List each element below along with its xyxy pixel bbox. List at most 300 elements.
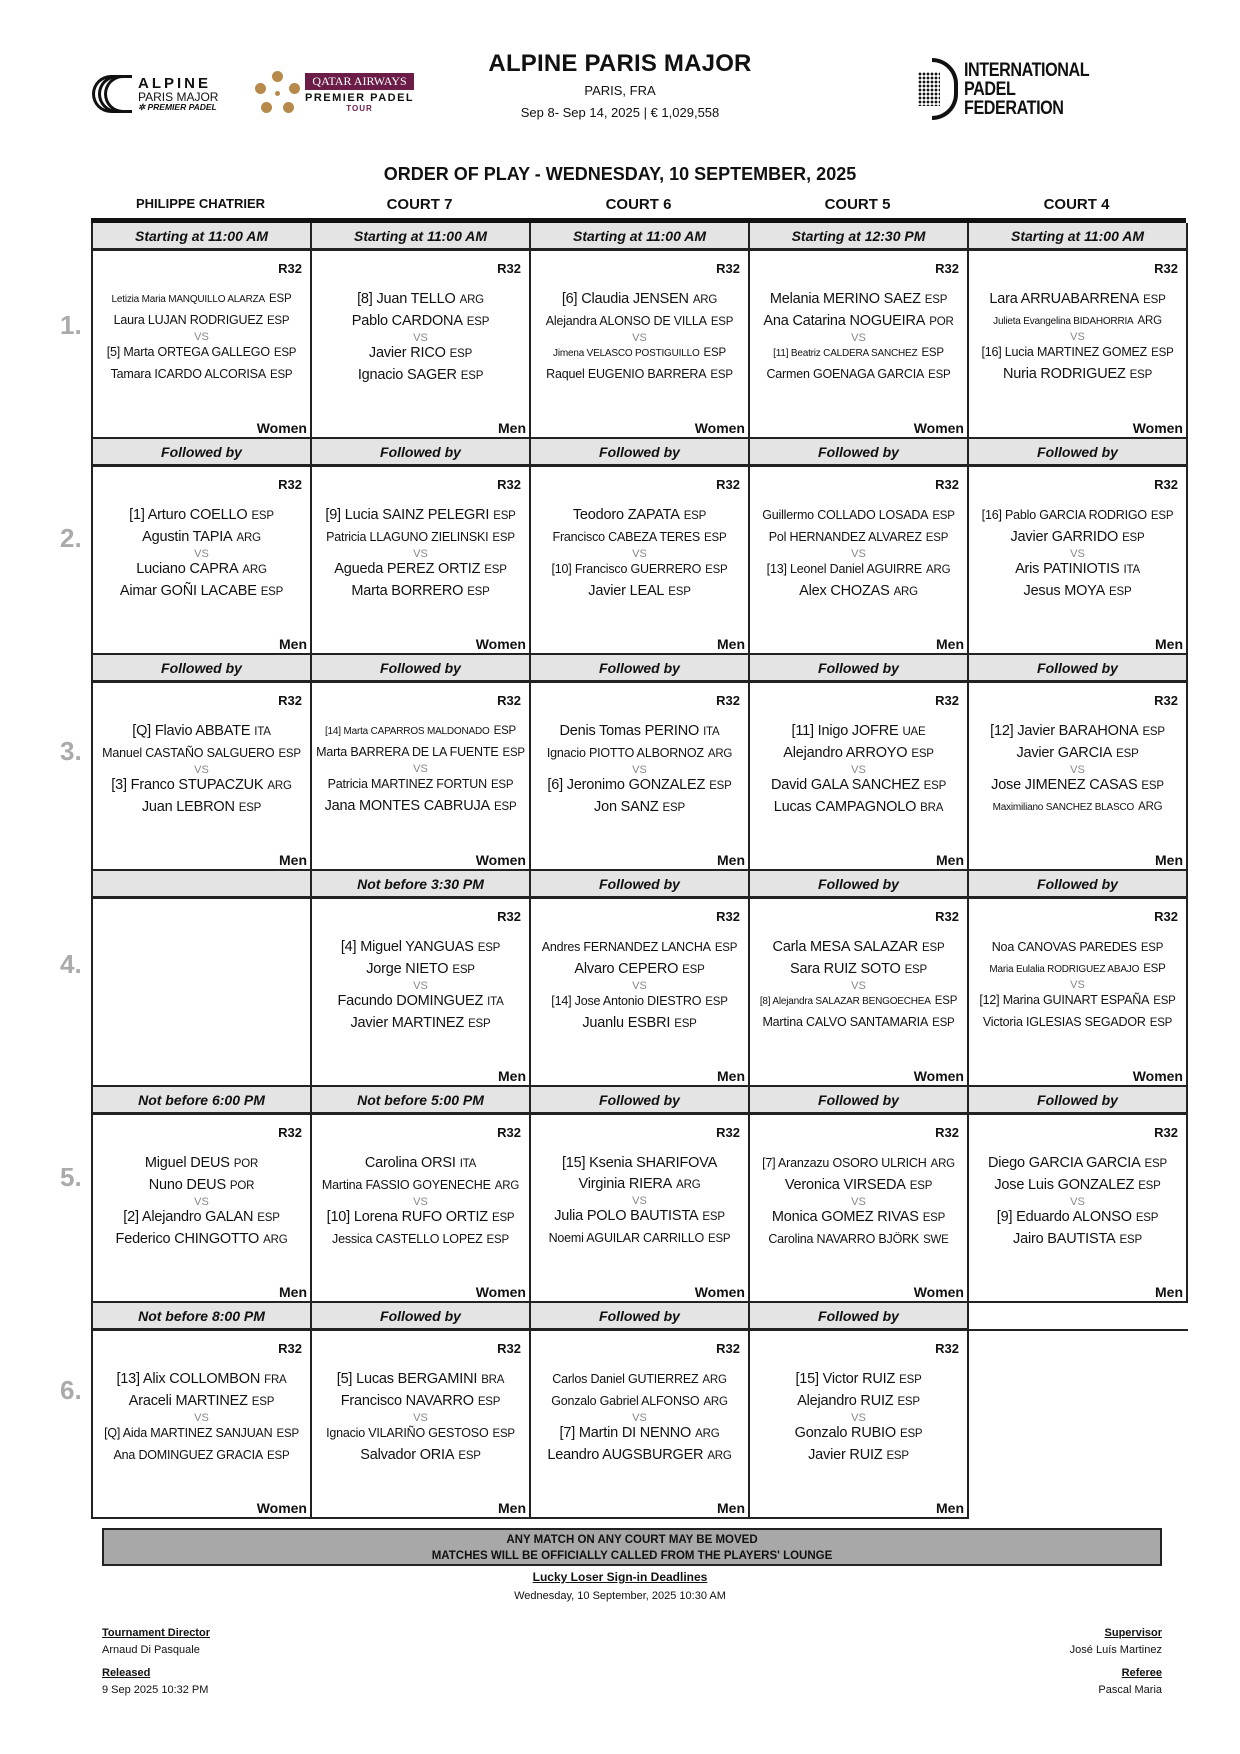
slot-row	[91, 223, 1186, 251]
player	[750, 1369, 967, 1391]
round-label: R32	[1154, 477, 1178, 492]
seed: [10]	[326, 1209, 350, 1225]
nationality: ESP	[1151, 347, 1174, 359]
time-slot-label: Followed by	[531, 655, 750, 683]
category-label: Men	[717, 1068, 745, 1084]
seed: [7]	[762, 1156, 776, 1170]
player	[531, 527, 748, 549]
match-order-number: 2.	[60, 523, 82, 553]
round-label: R32	[716, 693, 740, 708]
player	[750, 743, 967, 765]
player	[531, 1369, 748, 1391]
match-players	[312, 721, 529, 818]
player-name: Lucas BERGAMINI	[356, 1371, 478, 1387]
court-header: COURT 5	[824, 196, 891, 213]
round-label: R32	[716, 1125, 740, 1140]
player	[93, 310, 310, 332]
nationality: ARG	[702, 1374, 727, 1386]
player-name: Ana Catarina NOGUEIRA	[763, 313, 926, 329]
category-label: Women	[256, 1500, 307, 1516]
player	[750, 721, 967, 743]
player	[93, 1207, 310, 1229]
player-name: Jose JIMENEZ CASAS	[991, 777, 1138, 793]
nationality: ESP	[668, 586, 691, 598]
nationality: ESP	[1150, 510, 1174, 522]
match-card	[531, 683, 750, 871]
schedule-grid	[91, 196, 1186, 1519]
nationality: ESP	[1116, 748, 1139, 760]
nationality: ITA	[459, 1158, 477, 1170]
player-name: Flavio ABBATE	[154, 723, 251, 739]
match-card	[93, 1331, 312, 1519]
player	[531, 364, 748, 386]
nationality: ARG	[695, 1428, 720, 1440]
player-name: Lucia MARTINEZ GOMEZ	[1004, 345, 1148, 359]
match-players	[312, 289, 529, 387]
nationality: ARG	[263, 1234, 288, 1246]
player	[750, 797, 967, 819]
nationality: ESP	[486, 1234, 509, 1246]
player	[531, 1228, 748, 1250]
nationality: ARG	[242, 564, 267, 576]
nationality: ARG	[930, 1158, 955, 1170]
player-name: Aida MARTINEZ SANJUAN	[122, 1426, 273, 1440]
nationality: ESP	[1135, 1212, 1159, 1224]
vs-separator: VS	[851, 1196, 866, 1208]
player	[969, 505, 1186, 527]
player-name: Marina GUINART ESPAÑA	[1002, 993, 1150, 1007]
player-name: Andres FERNANDEZ LANCHA	[541, 940, 711, 954]
round-label: R32	[497, 909, 521, 924]
player	[312, 774, 529, 796]
nationality: ITA	[254, 726, 271, 738]
player	[969, 527, 1186, 549]
match-order-number: 1.	[60, 310, 82, 340]
match-card	[531, 899, 750, 1087]
nationality: ARG	[926, 564, 951, 576]
player-name: Lorena RUFO ORTIZ	[353, 1209, 488, 1225]
time-slot-label: Starting at 11:00 AM	[969, 223, 1188, 251]
ipf-logo: INTERNATIONAL PADEL FEDERATION	[910, 58, 1111, 120]
player-name: Miguel DEUS	[144, 1155, 230, 1171]
player	[531, 1423, 748, 1445]
time-slot-label: Followed by	[969, 655, 1188, 683]
nationality: ESP	[703, 347, 726, 359]
vs-separator: VS	[1070, 331, 1085, 343]
time-slot-label: Starting at 11:00 AM	[531, 223, 750, 251]
player-name: Arturo COELLO	[147, 507, 248, 523]
player	[312, 742, 529, 764]
player	[531, 959, 748, 981]
player-name: Federico CHINGOTTO	[115, 1231, 260, 1247]
player-name: Lara ARRUABARRENA	[989, 291, 1140, 307]
nationality: ESP	[494, 801, 517, 813]
match-order-number: 5.	[60, 1162, 82, 1192]
player	[531, 559, 748, 581]
nationality: ESP	[1140, 942, 1164, 954]
vs-separator: VS	[632, 332, 647, 344]
tournament-title: ALPINE PARIS MAJOR	[488, 50, 752, 77]
nationality: ARG	[1138, 801, 1163, 813]
nationality: ESP	[452, 964, 475, 976]
seed: [5]	[106, 345, 121, 359]
player-name: Laura LUJAN RODRIGUEZ	[113, 313, 263, 327]
player	[969, 1153, 1186, 1175]
player	[312, 527, 529, 549]
player	[93, 1175, 310, 1197]
round-label: R32	[278, 1125, 302, 1140]
racket-swoosh-icon	[92, 74, 136, 114]
vs-separator: VS	[413, 1412, 428, 1424]
player-name: Ana DOMINGUEZ GRACIA	[113, 1448, 264, 1462]
match-card	[750, 899, 969, 1087]
player-name: Araceli MARTINEZ	[128, 1393, 248, 1409]
category-label: Men	[1155, 636, 1183, 652]
round-label: R32	[278, 693, 302, 708]
player	[750, 1153, 967, 1175]
match-players	[93, 505, 310, 603]
nationality: FRA	[264, 1374, 287, 1386]
player	[93, 289, 310, 310]
match-card	[312, 899, 531, 1087]
player	[750, 527, 967, 549]
player	[750, 959, 967, 981]
nationality: ESP	[493, 725, 517, 737]
player	[312, 1153, 529, 1175]
time-slot-label: Followed by	[969, 439, 1188, 467]
category-label: Men	[936, 1500, 964, 1516]
player-name: Jana MONTES CABRUJA	[324, 798, 490, 814]
player-name: Monica GOMEZ RIVAS	[771, 1209, 919, 1225]
time-slot-label: Not before 3:30 PM	[312, 871, 531, 899]
nationality: ESP	[460, 370, 484, 382]
match-row	[91, 899, 1186, 1087]
player-name: Carla MESA SALAZAR	[772, 939, 919, 955]
player	[969, 1175, 1186, 1197]
seed: [8]	[759, 996, 771, 1007]
player	[969, 721, 1186, 743]
time-slot-label: Not before 8:00 PM	[93, 1303, 312, 1331]
match-players	[969, 721, 1186, 818]
player-name: Manuel CASTAÑO SALGUERO	[102, 746, 275, 760]
match-card	[750, 1115, 969, 1303]
player	[969, 559, 1186, 581]
player	[312, 581, 529, 603]
tournament-location: PARIS, FRA	[584, 83, 656, 98]
seed: [16]	[981, 508, 1002, 522]
player-name: Facundo DOMINGUEZ	[337, 993, 484, 1009]
time-slot-label: Starting at 11:00 AM	[312, 223, 531, 251]
vs-separator: VS	[1070, 1196, 1085, 1208]
nationality: ESP	[477, 1396, 501, 1408]
nationality: ESP	[267, 1450, 290, 1462]
time-slot-label: Followed by	[312, 439, 531, 467]
player-name: Javier RICO	[368, 345, 446, 361]
nationality: ARG	[236, 532, 261, 544]
player-name: Aris PATINIOTIS	[1015, 561, 1120, 577]
nationality: ESP	[1129, 369, 1153, 381]
player-name: Letizia Maria MANQUILLO ALARZA	[111, 294, 266, 305]
player	[531, 1174, 748, 1196]
nationality: ESP	[662, 802, 685, 814]
player	[531, 505, 748, 527]
category-label: Men	[498, 420, 526, 436]
nationality: ESP	[899, 1428, 923, 1440]
nationality: ESP	[925, 532, 949, 544]
seed: [14]	[551, 994, 572, 1008]
player-name: Maria Eulalia RODRIGUEZ ABAJO	[989, 964, 1140, 975]
player	[531, 1153, 748, 1174]
vs-separator: VS	[851, 980, 866, 992]
player-name: Beatriz CALDERA SANCHEZ	[790, 348, 918, 359]
player-name: Lucia SAINZ PELEGRI	[344, 507, 490, 523]
player	[531, 775, 748, 797]
nationality: POR	[229, 1180, 255, 1192]
player-name: Denis Tomas PERINO	[559, 723, 700, 739]
nationality: ITA	[487, 996, 504, 1008]
player	[312, 1391, 529, 1413]
vs-separator: VS	[194, 1196, 209, 1208]
player	[969, 311, 1186, 332]
nationality: ESP	[492, 532, 515, 544]
round-label: R32	[935, 261, 959, 276]
round-label: R32	[497, 693, 521, 708]
vs-separator: VS	[632, 1412, 647, 1424]
seed: [15]	[561, 1155, 586, 1171]
match-card	[969, 467, 1188, 655]
nationality: ESP	[934, 995, 958, 1007]
time-slot-label: Followed by	[531, 871, 750, 899]
player	[531, 289, 748, 311]
vs-separator: VS	[1070, 764, 1085, 776]
nationality: ESP	[682, 964, 705, 976]
nationality: ESP	[923, 780, 947, 792]
time-slot-label: Followed by	[750, 439, 969, 467]
player-name: Martin DI NENNO	[578, 1425, 692, 1441]
match-players	[969, 505, 1186, 603]
nationality: ESP	[273, 347, 297, 359]
match-row	[91, 683, 1186, 871]
time-slot-label: Followed by	[93, 439, 312, 467]
match-players	[312, 1153, 529, 1251]
supervisor-block: Supervisor José Luís Martinez	[1069, 1627, 1162, 1656]
player	[531, 343, 748, 364]
player-name: Javier LEAL	[588, 583, 665, 599]
player-name: Juan TELLO	[376, 291, 456, 307]
category-label: Women	[913, 420, 964, 436]
player-name: Juan LEBRON	[141, 799, 235, 815]
time-slot-label: Followed by	[531, 1303, 750, 1331]
vs-separator: VS	[413, 980, 428, 992]
player	[969, 743, 1186, 765]
round-label: R32	[278, 477, 302, 492]
player-name: Patricia LLAGUNO ZIELINSKI	[326, 530, 489, 544]
match-players	[312, 937, 529, 1035]
nationality: ESP	[710, 316, 734, 328]
player-name: Jesus MOYA	[1023, 583, 1106, 599]
category-label: Women	[1132, 420, 1183, 436]
round-label: R32	[1154, 909, 1178, 924]
player-name: Gonzalo Gabriel ALFONSO	[551, 1394, 700, 1408]
nationality: ESP	[710, 369, 733, 381]
player-name: Alejandra ALONSO DE VILLA	[545, 314, 707, 328]
player-name: Martina FASSIO GOYENECHE	[321, 1178, 491, 1192]
match-players	[750, 721, 967, 819]
player	[93, 1391, 310, 1413]
nationality: ARG	[703, 1396, 728, 1408]
tournament-director-block: Tournament Director Arnaud Di Pasquale	[102, 1627, 210, 1656]
nationality: ESP	[886, 1450, 909, 1462]
vs-separator: VS	[851, 1412, 866, 1424]
player-name: Alex CHOZAS	[799, 583, 890, 599]
player-name: Victor RUIZ	[822, 1371, 896, 1387]
nationality: ESP	[449, 348, 473, 360]
player	[969, 289, 1186, 311]
vs-separator: VS	[632, 548, 647, 560]
player	[93, 1153, 310, 1175]
nationality: POR	[929, 316, 954, 328]
player-name: Jose Antonio DIESTRO	[574, 994, 702, 1008]
player	[312, 343, 529, 365]
player	[750, 289, 967, 311]
match-card	[969, 899, 1188, 1087]
seed: [4]	[340, 939, 357, 955]
player-name: Alejandro ARROYO	[783, 745, 908, 761]
player	[312, 991, 529, 1013]
time-slot-label: Followed by	[750, 1087, 969, 1115]
player-name: Pablo CARDONA	[351, 313, 463, 329]
document-header	[0, 50, 1240, 140]
player-name: Marta CAPARROS MALDONADO	[343, 726, 490, 737]
player	[750, 1423, 967, 1445]
nationality: ESP	[899, 1374, 922, 1386]
seed: [13]	[116, 1371, 140, 1387]
order-of-play-title: ORDER OF PLAY - WEDNESDAY, 10 SEPTEMBER, 2025	[383, 164, 857, 184]
player	[969, 364, 1186, 386]
seed: [15]	[795, 1371, 819, 1387]
player-name: Carmen GOENAGA GARCIA	[766, 367, 925, 381]
match-players	[531, 1369, 748, 1467]
player	[531, 937, 748, 959]
player	[93, 364, 310, 386]
player-name: Ignacio PIOTTO ALBORNOZ	[546, 746, 704, 760]
category-label: Men	[936, 852, 964, 868]
time-slot-label: Followed by	[969, 871, 1188, 899]
player-name: Francisco GUERRERO	[574, 562, 702, 576]
seed: [12]	[979, 993, 1000, 1007]
round-label: R32	[716, 1341, 740, 1356]
player	[312, 1369, 529, 1391]
match-card	[750, 467, 969, 655]
match-players	[93, 1153, 310, 1251]
nationality: ESP	[928, 369, 951, 381]
time-slot-label: Followed by	[750, 871, 969, 899]
player-name: Martina CALVO SANTAMARIA	[762, 1015, 929, 1029]
nationality: ARG	[707, 1450, 732, 1462]
player-name: Javier GARCIA	[1016, 745, 1113, 761]
category-label: Men	[936, 636, 964, 652]
seed: [5]	[336, 1371, 353, 1387]
player	[312, 311, 529, 333]
match-order-number: 3.	[60, 736, 82, 766]
player-name: Franco STUPACZUK	[130, 777, 264, 793]
player-name: Jimena VELASCO POSTIGUILLO	[553, 348, 700, 359]
tournament-dates-prize: Sep 8- Sep 14, 2025 | € 1,029,558	[520, 105, 720, 120]
player-name: Marta BORRERO	[351, 583, 464, 599]
player	[93, 342, 310, 364]
seed: [11]	[773, 348, 789, 359]
round-label: R32	[935, 477, 959, 492]
round-label: R32	[1154, 693, 1178, 708]
player-name: Julieta Evangelina BIDAHORRIA	[993, 316, 1134, 327]
seed: [9]	[325, 507, 341, 523]
player-name: Guillermo COLLADO LOSADA	[762, 508, 929, 522]
vs-separator: VS	[1070, 979, 1085, 991]
player-name: Gonzalo RUBIO	[794, 1425, 896, 1441]
match-row	[91, 467, 1186, 655]
slot-row	[91, 439, 1186, 467]
player	[93, 743, 310, 765]
match-card	[312, 683, 531, 871]
match-card	[93, 1115, 312, 1303]
match-players	[531, 1153, 748, 1250]
player	[750, 1229, 967, 1251]
vs-separator: VS	[194, 764, 209, 776]
round-label: R32	[1154, 1125, 1178, 1140]
player	[750, 937, 967, 959]
nationality: ARG	[1137, 315, 1162, 327]
nationality: ITA	[703, 726, 720, 738]
nationality: ESP	[674, 1018, 697, 1030]
match-row	[91, 1115, 1186, 1303]
released-block: Released 9 Sep 2025 10:32 PM	[102, 1667, 209, 1696]
player-name: Miguel YANGUAS	[360, 939, 474, 955]
nationality: ESP	[468, 1018, 491, 1030]
player-name: Marta BARRERA DE LA FUENTE	[316, 745, 499, 759]
nationality: ESP	[1144, 1158, 1167, 1170]
player-name: Maximiliano SANCHEZ BLASCO	[992, 802, 1135, 813]
match-players	[969, 937, 1186, 1034]
player-name: Aranzazu OSORO ULRICH	[777, 1156, 927, 1170]
nationality: ESP	[1138, 1180, 1161, 1192]
match-card	[531, 1115, 750, 1303]
nationality: ESP	[1122, 532, 1145, 544]
match-card	[531, 1331, 750, 1519]
category-label: Men	[717, 852, 745, 868]
round-label: R32	[497, 1341, 521, 1356]
player-name: Salvador ORIA	[360, 1447, 455, 1463]
nationality: ARG	[893, 586, 918, 598]
nationality: ARG	[707, 748, 733, 760]
nationality: ESP	[491, 1212, 515, 1224]
player	[312, 1207, 529, 1229]
match-players	[93, 289, 310, 386]
player	[531, 797, 748, 819]
player	[750, 311, 967, 333]
player	[531, 1445, 748, 1467]
player-name: Veronica VIRSEDA	[784, 1177, 906, 1193]
player-name: Jeronimo GONZALEZ	[566, 777, 706, 793]
round-label: R32	[278, 261, 302, 276]
nationality: ESP	[492, 1428, 515, 1440]
player	[969, 1012, 1186, 1034]
flower-emblem-icon	[255, 71, 299, 115]
nationality: ESP	[897, 1396, 920, 1408]
seed: [7]	[559, 1425, 576, 1441]
player-name: Melania MERINO SAEZ	[769, 291, 921, 307]
nationality: ESP	[490, 779, 514, 791]
nationality: ESP	[702, 1211, 725, 1223]
